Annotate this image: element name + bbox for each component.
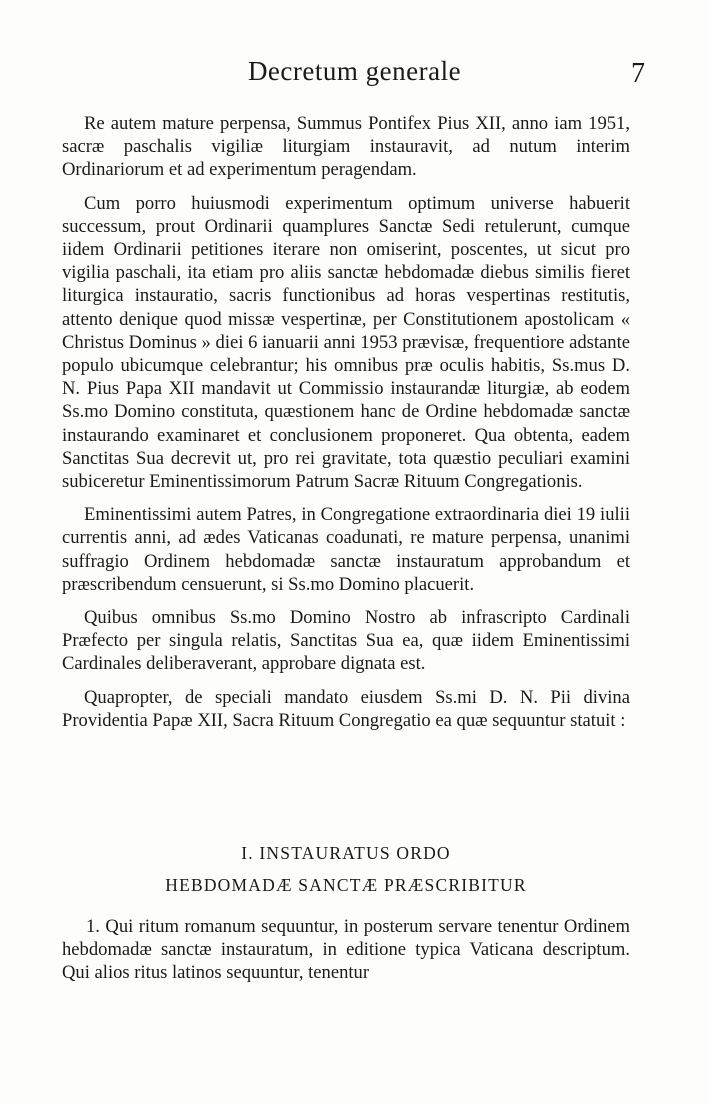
page-number: 7 xyxy=(631,58,645,89)
paragraph: Cum porro huiusmodi experimentum optimum universe habuerit successum, prout Ordinarii quamplures Sanctæ Sedi retulerunt, cumque iidem Ordinarii petitiones iterare non omiserint, poscentes, ut sicut pro vigilia paschali, ita etiam pro aliis sanctæ hebdomadæ diebus similis fieret liturgica instauratio, sacris functionibus ad horas vespertinas restitutis, attento denique quod missæ vespertinæ, per Constitutionem apostolicam « Christus Dominus » diei 6 ianuarii anni 1953 prævisæ, frequentiore adstante populo ubicumque celebrantur; his omnibus præ oculis habitis, Ss.mus D. N. Pius Papa XII mandavit ut Commissio instaurandæ liturgiæ, ab eodem Ss.mo Domino constituta, quæstionem hanc de Ordine hebdomadæ sanctæ instaurando examinaret et conclusionem proponeret. Qua obtenta, eadem Sanctitas Sua decrevit ut, pro rei gravitate, tota quæstio peculiari examini subiceretur Eminentissimorum Patrum Sacræ Rituum Congregationis. xyxy=(62,192,630,493)
paragraph: Quibus omnibus Ss.mo Domino Nostro ab infrascripto Cardinali Præfecto per singula relatis, Sanctitas Sua ea, quæ iidem Eminentissimi Cardinales deliberaverant, approbare dignata est. xyxy=(62,607,630,675)
running-title: Decretum generale xyxy=(247,56,462,86)
section-heading-line-1: I. INSTAURATUS ORDO xyxy=(241,843,451,863)
article-1 xyxy=(62,915,630,985)
paragraph: Re autem mature perpensa, Summus Pontifex Pius XII, anno iam 1951, sacræ paschalis vigiliæ liturgiam instauravit, ad nutum interim Ordinariorum et ad experimentum peragendam. xyxy=(62,113,630,181)
article-paragraph: 1. Qui ritum romanum sequuntur, in posterum servare tenentur Ordinem hebdomadæ sanctæ instauratum, in editione typica Vaticana descriptum. Qui alios ritus latinos sequuntur, tenentur xyxy=(62,916,630,984)
page-header xyxy=(0,56,709,96)
paragraph: Quapropter, de speciali mandato eiusdem Ss.mi D. N. Pii divina Providentia Papæ XII, Sacra Rituum Congregatio ea quæ sequuntur statuit : xyxy=(62,686,630,731)
paragraph: Eminentissimi autem Patres, in Congregatione extraordinaria diei 19 iulii currentis anni, ad ædes Vaticanas coadunati, re mature perpensa, unanimi suffragio Ordinem hebdomadæ sanctæ instauratum approbandum et præscribendum censuerunt, si Ss.mo Domino placuerit. xyxy=(62,504,630,595)
body-text xyxy=(62,112,630,742)
section-heading-line-2: HEBDOMADÆ SANCTÆ PRÆSCRIBITUR xyxy=(165,875,527,895)
